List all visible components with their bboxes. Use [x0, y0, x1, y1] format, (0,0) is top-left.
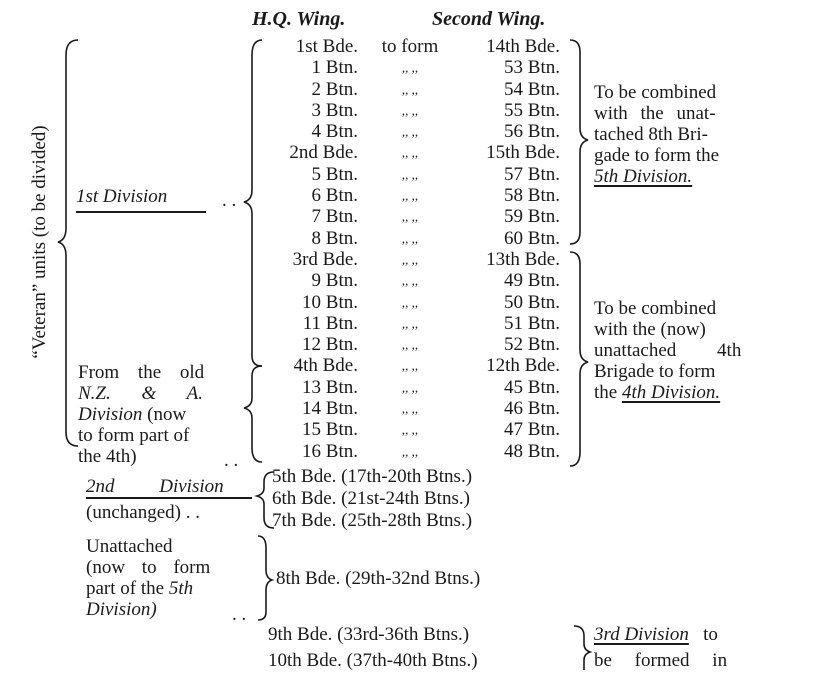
fourth-note-line-5: the 4th Division. — [594, 382, 721, 403]
hq-wing-cell: 9 Btn. — [311, 270, 358, 292]
hq-wing-cell: 1st Bde. — [295, 36, 358, 57]
hq-wing-cell: 4th Bde. — [293, 355, 358, 377]
hq-wing-column — [258, 36, 358, 462]
old-division-dots: . . — [224, 450, 239, 471]
ditto-cell: ,, ,, — [401, 315, 419, 331]
second-wing-cell: 45 Btn. — [504, 376, 560, 398]
ditto-cell: ,, ,, — [401, 145, 419, 161]
veteran-units-label: “Veteran” units (to be divided) — [29, 125, 50, 359]
old-division-line-5: the 4th) — [78, 446, 137, 467]
hq-wing-cell: 1 Btn. — [311, 57, 358, 79]
veteran-brace — [58, 40, 78, 446]
hq-wing-cell: 11 Btn. — [302, 312, 358, 334]
ditto-cell: ,, ,, — [401, 166, 419, 182]
third-note-line-1: 3rd Division to — [594, 624, 718, 645]
third-note-line-2: be formed in — [594, 650, 728, 671]
second-wing-cell: 48 Btn. — [504, 440, 560, 462]
hq-wing-cell: 16 Btn. — [302, 440, 358, 462]
brigade-6: 6th Bde. (21st-24th Btns.) — [272, 488, 470, 509]
second-wing-cell: 56 Btn. — [504, 121, 560, 143]
second-wing-header: Second Wing. — [432, 8, 546, 30]
fourth-note-line-2: with the (now) — [594, 319, 706, 340]
ditto-cell: ,, ,, — [401, 124, 419, 140]
second-wing-cell: 46 Btn. — [504, 398, 560, 420]
brigade-9: 9th Bde. (33rd-36th Btns.) — [268, 624, 470, 645]
old-division-line-4: to form part of — [78, 425, 190, 446]
hq-wing-cell: 2nd Bde. — [289, 142, 358, 164]
ditto-cell: ,, ,, — [401, 188, 419, 204]
first-division-label: 1st Division — [76, 186, 168, 207]
hq-wing-header: H.Q. Wing. — [252, 8, 346, 30]
ditto-cell: ,, ,, — [401, 209, 419, 225]
second-wing-cell: 50 Btn. — [504, 291, 560, 313]
unattached-line-4: Division) — [86, 599, 157, 620]
ditto-cell: to form — [381, 36, 439, 57]
second-wing-cell: 55 Btn. — [504, 99, 560, 121]
ditto-cell: ,, ,, — [401, 401, 419, 417]
old-division-line-3: Division (now — [78, 404, 187, 425]
hq-wing-cell: 3 Btn. — [311, 99, 358, 121]
second-wing-cell: 47 Btn. — [504, 419, 560, 441]
hq-wing-cell: 13 Btn. — [302, 376, 358, 398]
second-wing-cell: 53 Btn. — [504, 57, 560, 79]
brigade-7: 7th Bde. (25th-28th Btns.) — [272, 510, 473, 531]
hq-wing-cell: 3rd Bde. — [292, 248, 358, 270]
fifth-note-line-3: tached 8th Bri- — [594, 124, 708, 145]
ditto-cell: ,, ,, — [401, 337, 419, 353]
old-division-line-2: N.Z. & A. — [78, 383, 204, 404]
unattached-line-2: (now to form — [86, 557, 211, 578]
hq-wing-cell: 5 Btn. — [311, 163, 358, 185]
second-wing-cell: 15th Bde. — [486, 142, 560, 164]
hq-wing-cell: 15 Btn. — [302, 419, 358, 441]
hq-wing-cell: 4 Btn. — [311, 121, 358, 143]
second-division-label: 2nd Division — [86, 476, 224, 497]
fourth-division-brace — [570, 252, 588, 466]
ditto-cell: ,, ,, — [401, 422, 419, 438]
ditto-cell: ,, ,, — [401, 358, 419, 374]
brigade-5: 5th Bde. (17th-20th Btns.) — [272, 466, 473, 487]
second-wing-cell: 57 Btn. — [504, 163, 560, 185]
fifth-note-line-1: To be combined — [594, 82, 717, 103]
second-wing-cell: 14th Bde. — [486, 36, 560, 57]
fourth-note-line-4: Brigade to form — [594, 361, 716, 382]
unattached-brace — [258, 536, 272, 620]
second-wing-column — [452, 36, 560, 462]
hq-wing-cell: 7 Btn. — [311, 206, 358, 228]
fourth-division-label: 4th Division. — [621, 382, 721, 403]
hq-wing-cell: 12 Btn. — [302, 334, 358, 356]
hq-wing-cell: 14 Btn. — [302, 398, 358, 420]
third-division-label: 3rd Division — [594, 624, 689, 645]
ditto-cell: ,, ,, — [401, 102, 419, 118]
second-wing-cell: 49 Btn. — [504, 270, 560, 292]
fifth-note-line-2: with the unat- — [594, 103, 716, 124]
ditto-column — [360, 36, 460, 462]
third-division-brace — [574, 626, 590, 670]
old-division-line-1: From the old — [78, 362, 205, 383]
brigade-8: 8th Bde. (29th-32nd Btns.) — [276, 568, 481, 589]
fourth-note-line-3: unattached 4th — [594, 340, 742, 361]
ditto-cell: ,, ,, — [401, 443, 419, 459]
fourth-note-line-1: To be combined — [594, 298, 717, 319]
unattached-dots: . . — [232, 604, 247, 625]
second-wing-cell: 13th Bde. — [486, 248, 560, 270]
fifth-division-label: 5th Division. — [594, 166, 693, 187]
ditto-cell: ,, ,, — [401, 60, 419, 76]
second-wing-cell: 12th Bde. — [486, 355, 560, 377]
second-wing-cell: 60 Btn. — [504, 227, 560, 249]
hq-wing-cell: 2 Btn. — [311, 78, 358, 100]
second-wing-cell: 52 Btn. — [504, 334, 560, 356]
second-wing-cell: 51 Btn. — [504, 312, 560, 334]
brigade-10: 10th Bde. (37th-40th Btns.) — [268, 650, 478, 671]
ditto-cell: ,, ,, — [401, 251, 419, 267]
second-wing-cell: 54 Btn. — [504, 78, 560, 100]
second-division-sub: (unchanged) . . — [86, 502, 200, 523]
ditto-cell: ,, ,, — [401, 294, 419, 310]
ditto-cell: ,, ,, — [401, 273, 419, 289]
hq-wing-cell: 6 Btn. — [311, 185, 358, 207]
hq-wing-cell: 10 Btn. — [302, 291, 358, 313]
unattached-line-3: part of the 5th — [86, 578, 194, 599]
unattached-line-1: Unattached — [86, 536, 173, 557]
first-division-dots: . . — [222, 190, 237, 211]
ditto-cell: ,, ,, — [401, 230, 419, 246]
hq-wing-cell: 8 Btn. — [311, 227, 358, 249]
ditto-cell: ,, ,, — [401, 379, 419, 395]
second-wing-cell: 59 Btn. — [504, 206, 560, 228]
ditto-cell: ,, ,, — [401, 81, 419, 97]
fifth-division-brace — [570, 40, 588, 244]
fifth-note-line-4: gade to form the — [594, 145, 720, 166]
second-wing-cell: 58 Btn. — [504, 185, 560, 207]
